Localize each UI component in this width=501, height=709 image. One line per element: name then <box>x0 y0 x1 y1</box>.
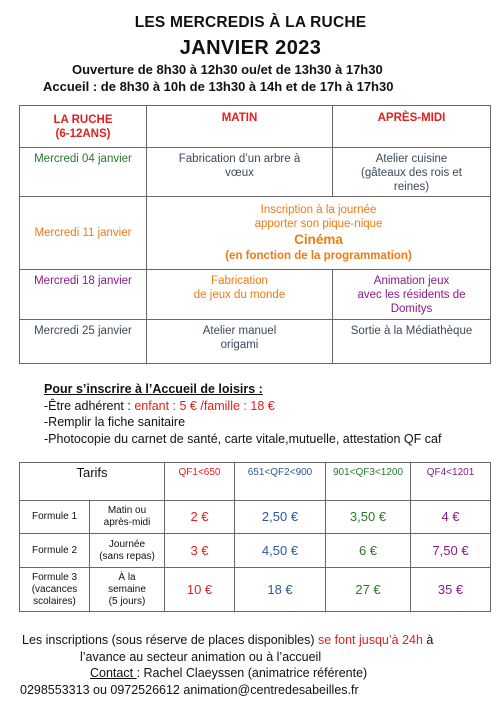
deadline-line2: l’avance au secteur animation ou à l’accueil <box>80 650 322 664</box>
morning-cell <box>147 270 333 320</box>
deadline-highlight: se font jusqu’à 24h <box>317 633 423 647</box>
cell-line: (sans repas) <box>99 550 155 562</box>
tarif-row <box>20 501 491 534</box>
cell-line: (vacances <box>31 583 78 595</box>
cell-line: avec les résidents de <box>357 289 466 301</box>
contact-label: Contact <box>90 666 137 680</box>
afternoon-cell <box>333 270 491 320</box>
price-cell: 4,50 € <box>235 534 326 568</box>
cell-line: Atelier cuisine <box>375 153 448 165</box>
price-cell: 27 € <box>326 568 411 612</box>
deadline-text: Les inscriptions (sous réserve de places disponibles) <box>22 633 318 647</box>
afternoon-cell <box>333 320 491 364</box>
qf-header: QF1<650 <box>165 463 235 501</box>
formula-cell: Formule 2 <box>20 534 90 568</box>
cell-line: apporter son pique-nique <box>254 218 383 230</box>
group-ages: (6-12ANS) <box>55 127 111 140</box>
schedule-row <box>20 270 491 320</box>
cell-line: origami <box>220 339 259 351</box>
cinema-title: Cinéma <box>294 232 343 247</box>
cell-line: semaine <box>108 583 146 595</box>
cell-line: (gâteaux des rois et <box>360 167 462 179</box>
tarifs-table <box>19 462 491 612</box>
schedule-row <box>20 197 491 270</box>
cell-line: Animation jeux <box>373 275 450 287</box>
date-cell: Mercredi 04 janvier <box>20 148 147 197</box>
group-name: LA RUCHE <box>53 113 113 126</box>
membership-label: -Être adhérent : <box>44 398 135 413</box>
contact-details[interactable]: 0298553313 ou 0972526612 animation@centredesabeilles.fr <box>20 683 359 697</box>
cell-line: Fabrication d’un arbre à <box>178 153 301 165</box>
inscription-section <box>44 381 441 447</box>
schedule-table <box>19 105 491 364</box>
qf-header: 901<QF3<1200 <box>326 463 411 501</box>
price-cell: 3,50 € <box>326 501 411 534</box>
cell-line: Matin ou <box>107 505 147 516</box>
cell-line: Fabrication <box>211 275 268 287</box>
opening-hours: Ouverture de 8h30 à 12h30 ou/et de 13h30 à 17h30 <box>72 62 383 77</box>
date-cell: Mercredi 18 janvier <box>20 270 147 320</box>
price-cell: 3 € <box>165 534 235 568</box>
formula-desc <box>90 534 165 568</box>
qf-header: QF4<1201 <box>411 463 491 501</box>
formula-cell <box>20 568 90 612</box>
group-header <box>20 106 147 148</box>
cinema-note: (en fonction de la programmation) <box>225 250 412 262</box>
price-cell: 35 € <box>411 568 491 612</box>
date-cell: Mercredi 11 janvier <box>20 197 147 270</box>
price-cell: 2 € <box>165 501 235 534</box>
contact-line <box>90 665 367 681</box>
price-cell: 10 € <box>165 568 235 612</box>
fullday-cell <box>147 197 491 270</box>
formula-cell: Formule 1 <box>20 501 90 534</box>
schedule-header-row <box>20 106 491 148</box>
cell-line: de jeux du monde <box>193 289 286 301</box>
afternoon-header: APRÈS-MIDI <box>333 106 491 148</box>
morning-cell <box>147 148 333 197</box>
cell-line: Atelier manuel <box>202 325 277 337</box>
cell-line: vœux <box>225 167 254 179</box>
cell-line: après-midi <box>103 517 151 528</box>
inscription-line: -Remplir la fiche sanitaire <box>44 415 186 429</box>
inscription-line: -Photocopie du carnet de santé, carte vitale,mutuelle, attestation QF caf <box>44 431 442 446</box>
page-title: LES MERCREDIS À LA RUCHE <box>134 14 367 31</box>
cell-line: À la <box>118 571 136 583</box>
date-cell: Mercredi 25 janvier <box>20 320 147 364</box>
inscription-line <box>44 398 441 415</box>
tarifs-label: Tarifs <box>20 463 165 501</box>
cell-line: Formule 3 <box>31 571 77 583</box>
formula-desc <box>90 501 165 534</box>
price-cell: 18 € <box>235 568 326 612</box>
month-title: JANVIER 2023 <box>179 37 322 59</box>
cell-line: (5 jours) <box>108 595 146 607</box>
cell-line: Inscription à la journée <box>260 204 377 216</box>
afternoon-cell <box>333 148 491 197</box>
cell-line: reines) <box>393 181 430 193</box>
cell-line: Sortie à la Médiathèque <box>350 325 473 337</box>
qf-header: 651<QF2<900 <box>235 463 326 501</box>
cell-line: scolaires) <box>33 595 76 607</box>
price-cell: 4 € <box>411 501 491 534</box>
schedule-row <box>20 320 491 364</box>
formula-desc <box>90 568 165 612</box>
welcome-hours: Accueil : de 8h30 à 10h de 13h30 à 14h et de 17h à 17h30 <box>43 79 394 94</box>
tarif-row <box>20 534 491 568</box>
schedule-row <box>20 148 491 197</box>
morning-cell <box>147 320 333 364</box>
cell-line: Domitys <box>390 303 433 315</box>
tarif-row <box>20 568 491 612</box>
morning-header: MATIN <box>147 106 333 148</box>
price-cell: 7,50 € <box>411 534 491 568</box>
tarifs-header-row <box>20 463 491 501</box>
price-cell: 6 € <box>326 534 411 568</box>
inscription-deadline <box>22 632 433 648</box>
deadline-end: à <box>422 633 434 647</box>
inscription-title: Pour s’inscrire à l’Accueil de loisirs : <box>44 382 263 396</box>
membership-fees: enfant : 5 € /famille : 18 € <box>134 398 275 413</box>
contact-name: : Rachel Claeyssen (animatrice référente) <box>136 666 368 680</box>
cell-line: Journée <box>108 538 146 550</box>
price-cell: 2,50 € <box>235 501 326 534</box>
